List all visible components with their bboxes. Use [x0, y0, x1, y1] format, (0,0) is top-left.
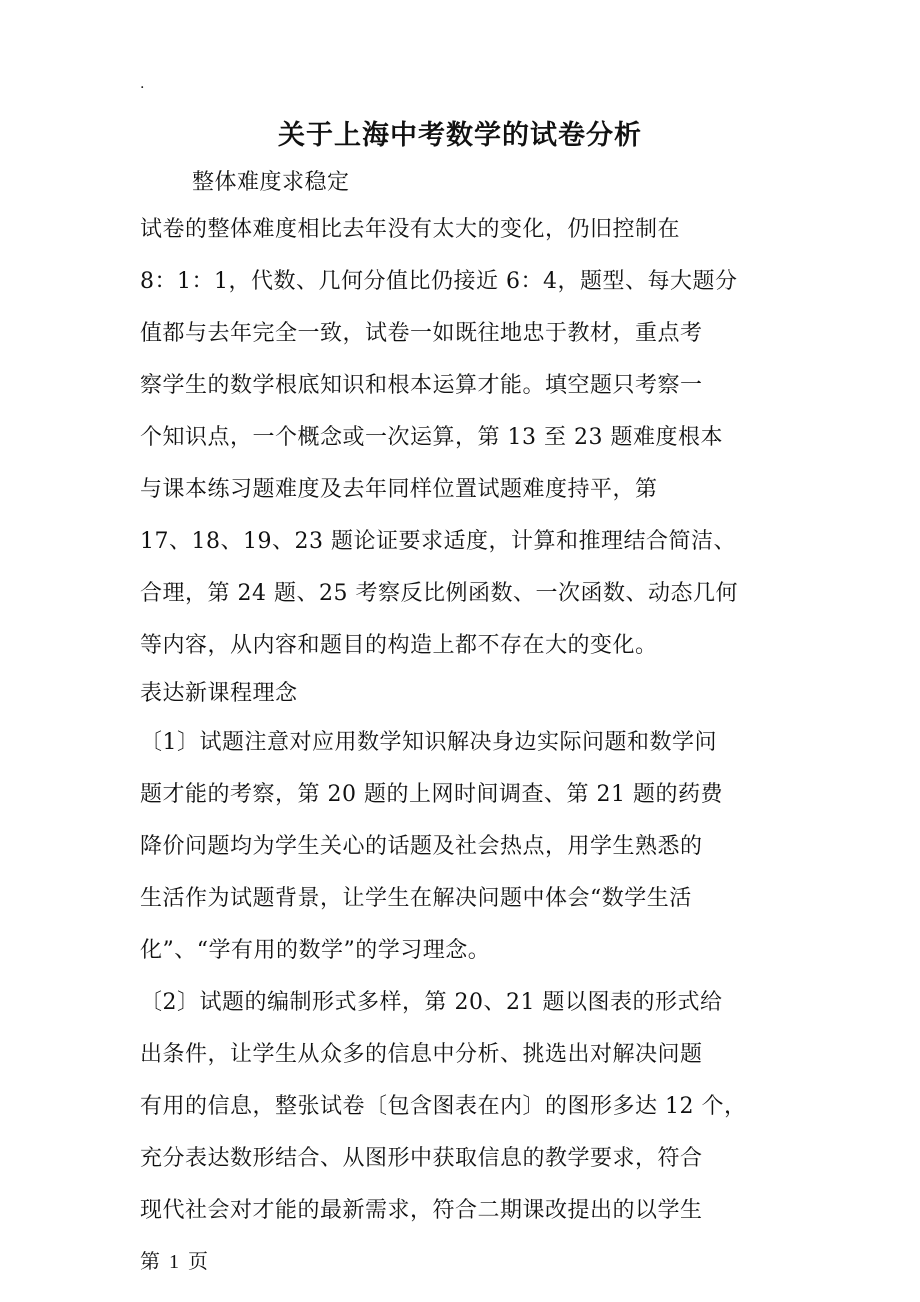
body-line: 充分表达数形结合、从图形中获取信息的教学要求，符合 [140, 1146, 703, 1171]
body-line: 〔1〕试题注意对应用数学知识解决身边实际问题和数学问 [140, 730, 717, 755]
body-line: 生活作为试题背景，让学生在解决问题中体会“数学生活 [140, 886, 692, 911]
body-line: 值都与去年完全一致，试卷一如既往地忠于教材，重点考 [140, 321, 703, 346]
body-line: 试卷的整体难度相比去年没有太大的变化，仍旧控制在 [140, 217, 681, 242]
body-line: 察学生的数学根底知识和根本运算才能。填空题只考察一 [140, 373, 703, 398]
body-line: 等内容，从内容和题目的构造上都不存在大的变化。 [140, 633, 658, 658]
body-line: 17、18、19、23 题论证要求适度，计算和推理结合简洁、 [140, 529, 736, 554]
body-line: 个知识点，一个概念或一次运算，第 13 至 23 题难度根本 [140, 425, 723, 450]
body-line: 出条件，让学生从众多的信息中分析、挑选出对解决问题 [140, 1042, 703, 1067]
body-line: 与课本练习题难度及去年同样位置试题难度持平，第 [140, 477, 658, 502]
body-line: 化”、“学有用的数学”的学习理念。 [140, 938, 491, 963]
body-line: 题才能的考察，第 20 题的上网时间调查、第 21 题的药费 [140, 782, 723, 807]
section-heading-new-curriculum: 表达新课程理念 [140, 681, 298, 706]
body-line: 8：1：1，代数、几何分值比仍接近 6：4，题型、每大题分 [140, 269, 738, 294]
page-number: 第 1 页 [140, 1251, 208, 1273]
corner-mark: . [140, 76, 145, 92]
body-line: 有用的信息，整张试卷〔包含图表在内〕的图形多达 12 个， [140, 1094, 747, 1119]
body-line: 合理，第 24 题、25 考察反比例函数、一次函数、动态几何 [140, 581, 738, 606]
body-line: 〔2〕试题的编制形式多样，第 20、21 题以图表的形式给 [140, 990, 723, 1015]
document-title: 关于上海中考数学的试卷分析 [278, 120, 642, 151]
body-line: 降价问题均为学生关心的话题及社会热点，用学生熟悉的 [140, 834, 703, 859]
body-line: 现代社会对才能的最新需求，符合二期课改提出的以学生 [140, 1198, 703, 1223]
section-heading-difficulty: 整体难度求稳定 [192, 170, 350, 195]
